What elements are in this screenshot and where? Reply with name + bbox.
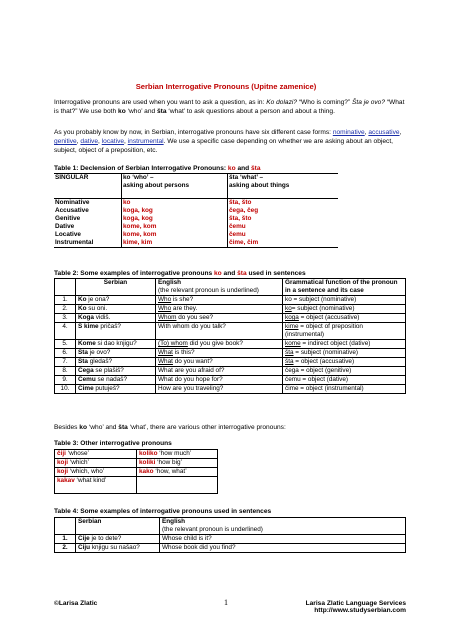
serbian-pronoun: Čime — [78, 385, 94, 392]
gram-text: = subject (nominative) — [291, 305, 355, 312]
pronoun-ko: ko — [227, 165, 236, 172]
serbian-text: se nadaš? — [95, 376, 128, 383]
row-number: 4. — [55, 323, 76, 340]
declension-table — [54, 173, 338, 248]
table1-caption — [54, 165, 261, 172]
english-pronoun: Whom — [158, 314, 177, 321]
case-name: Accusative — [54, 207, 122, 215]
table-header-row — [55, 279, 406, 296]
serbian-pronoun: Ko — [78, 296, 87, 303]
header-english — [156, 279, 283, 296]
table-row — [55, 376, 406, 385]
serbian-pronoun: Šta — [78, 358, 88, 365]
caption-text: Table 1: Declension of Serbian Interrogative Pronouns: — [54, 165, 228, 172]
english-text: did you give book? — [187, 340, 243, 347]
header-ko — [122, 174, 228, 199]
caption-text: used in sentences — [246, 270, 306, 277]
english-text: What do you hope for? — [158, 376, 223, 383]
row-number: 10. — [55, 385, 76, 394]
pronoun-word: koliko — [139, 450, 158, 457]
example-gloss: “Who is coming?” — [297, 99, 352, 106]
header-english-note: (the relevant pronoun is underlined) — [158, 287, 259, 294]
pronoun-word: čiji — [57, 450, 66, 457]
intro-paragraph-1 — [54, 98, 406, 116]
ko-form: kime, kim — [122, 239, 228, 248]
gram-text: ko = subject (nominative) — [285, 296, 357, 303]
table-row — [54, 207, 338, 215]
english-pronoun: What — [158, 358, 173, 365]
table-row — [55, 296, 406, 305]
pronoun-word: koji — [57, 459, 69, 466]
row-number: 8. — [55, 367, 76, 376]
caption-text: and — [235, 165, 252, 172]
gram-text: = subject (nominative) — [293, 349, 358, 356]
serbian-pronoun: Kome — [78, 340, 96, 347]
serbian-pronoun: Koga — [78, 314, 94, 321]
header-english-note: (the relevant pronoun is underlined) — [162, 526, 263, 533]
pronoun-sta: šta — [251, 165, 261, 172]
serbian-pronoun: S kime — [78, 323, 99, 330]
case-name: Instrumental — [54, 239, 122, 248]
table4-caption: Table 4: Some examples of interrogative pronouns used in sentences — [54, 508, 272, 515]
pronoun-sta: šta — [118, 424, 128, 431]
header-english-label: English — [158, 279, 182, 286]
intro-text: . We use a specific case depending on whether we are asking about an object, subject, object of a preposition, etc. — [54, 138, 393, 154]
gram-text: = object of preposition (instrumental) — [285, 323, 363, 338]
pronoun-word: kako — [139, 468, 154, 475]
caption-text: and — [221, 270, 238, 277]
header-english — [160, 518, 406, 535]
pronoun-word: kakav — [57, 477, 75, 484]
serbian-text: vidiš. — [93, 314, 111, 321]
pronoun-sta: šta — [157, 108, 167, 115]
row-number: 3. — [55, 314, 76, 323]
english-text: Whose book did you find? — [160, 544, 406, 553]
example-sta-je-ovo: Šta je ovo? — [352, 99, 385, 106]
footer-website[interactable]: http://www.studyserbian.com — [314, 607, 406, 614]
serbian-text: putuješ? — [93, 385, 120, 392]
page-title: Serbian Interrogative Pronouns (Upitne zamenice) — [135, 82, 317, 91]
sta-form: šta, što — [229, 199, 252, 206]
gram-text: = object (accusative) — [293, 358, 355, 365]
ko-form: koga, kog — [122, 215, 228, 223]
table-row — [55, 340, 406, 349]
gram-text: čega = object (genitive) — [285, 367, 352, 374]
table-row — [55, 323, 406, 340]
row-number: 9. — [55, 376, 76, 385]
header-sta-line2: asking about things — [229, 182, 290, 189]
row-number: 7. — [55, 358, 76, 367]
example-ko-dolazi: Ko dolazi? — [266, 99, 298, 106]
row-number: 6. — [55, 349, 76, 358]
table-row — [55, 367, 406, 376]
header-sta-line1: šta ‘what’ – — [229, 174, 264, 181]
serbian-pronoun: Čije — [78, 535, 90, 542]
ko-form: koga, kog — [122, 207, 228, 215]
table-row — [54, 199, 338, 208]
table-row — [55, 349, 406, 358]
english-text: Whose child is it? — [160, 535, 406, 544]
gram-text: = indirect object (dative) — [300, 340, 371, 347]
header-number — [55, 518, 76, 535]
header-sta — [228, 174, 339, 199]
serbian-pronoun: Čiju — [78, 544, 91, 551]
serbian-text: gledaš? — [87, 358, 113, 365]
sta-form: šta, što — [229, 215, 252, 222]
table-header-row — [54, 174, 338, 199]
row-number: 2. — [55, 544, 76, 553]
english-text: With whom do you talk? — [158, 323, 226, 330]
serbian-pronoun: Čemu — [78, 376, 96, 383]
pronoun-gloss: ‘how big’ — [155, 459, 182, 466]
serbian-text: je ona? — [86, 296, 110, 303]
sta-form: čime, čim — [229, 239, 259, 246]
pronoun-word: koji — [57, 468, 69, 475]
serbian-text: je ovo? — [87, 349, 111, 356]
serbian-pronoun: Ko — [78, 305, 87, 312]
table-row — [55, 544, 406, 553]
row-number: 2. — [55, 305, 76, 314]
row-number: 5. — [55, 340, 76, 349]
header-serbian: Serbian — [76, 279, 156, 296]
other-pronouns-table — [54, 449, 218, 494]
gram-pronoun: kome — [285, 340, 301, 347]
sta-form: čemu — [229, 231, 246, 238]
other-examples-table — [54, 517, 406, 553]
header-number — [55, 279, 76, 296]
table-row — [55, 468, 218, 477]
english-text: are they. — [171, 305, 198, 312]
table-row — [54, 223, 338, 231]
pronoun-ko: ko — [118, 108, 126, 115]
serbian-text: su oni. — [86, 305, 108, 312]
english-pronoun: (To) whom — [158, 340, 188, 347]
caption-text: Table 2: Some examples of interrogative pronouns — [54, 270, 214, 277]
link-nominative[interactable]: nominative — [332, 129, 365, 136]
link-genitive[interactable]: genitive — [54, 138, 77, 145]
example-gloss: “What is that?” We use both — [54, 99, 405, 115]
table-row — [55, 459, 218, 468]
gram-pronoun: šta — [285, 349, 294, 356]
pronoun-gloss: ‘whose’ — [65, 450, 89, 457]
pronoun-gloss: ‘which’ — [68, 459, 89, 466]
pronoun-gloss: ‘what kind’ — [74, 477, 107, 484]
table-row — [54, 231, 338, 239]
row-number: 1. — [55, 296, 76, 305]
serbian-text: je to dete? — [89, 535, 122, 542]
table3-caption: Table 3: Other interrogative pronouns — [54, 440, 172, 447]
pronoun-sta: šta — [237, 270, 247, 277]
table2-caption — [54, 270, 306, 277]
row-number: 1. — [55, 535, 76, 544]
table-row — [55, 305, 406, 314]
header-ko-line1: ko ‘who’ – — [123, 174, 154, 181]
body-text: ‘what’, there are various other interrogative pronouns: — [127, 424, 286, 431]
english-pronoun: What — [158, 349, 173, 356]
english-text: is this? — [172, 349, 195, 356]
case-name: Nominative — [54, 199, 122, 208]
intro-text: ‘who’ and — [125, 108, 158, 115]
gram-pronoun: koga — [285, 314, 299, 321]
pronoun-gloss: ‘how much’ — [157, 450, 192, 457]
table-row — [54, 215, 338, 223]
footer-publisher-name: Larisa Zlatic Language Services — [305, 600, 406, 607]
ko-form: kome, kom — [122, 231, 228, 239]
gram-pronoun: kime — [285, 323, 299, 330]
english-text: How are you traveling? — [158, 385, 224, 392]
english-text: do you see? — [176, 314, 214, 321]
link-locative[interactable]: locative — [101, 138, 125, 145]
case-name: Genitive — [54, 215, 122, 223]
ko-form: ko — [122, 199, 228, 208]
gram-pronoun: šta — [285, 358, 294, 365]
pronoun-gloss: ‘which, who’ — [68, 468, 105, 475]
table-row — [55, 535, 406, 544]
body-text: ‘who’ and — [87, 424, 119, 431]
table-row — [55, 314, 406, 323]
header-singular: SINGULAR — [54, 174, 122, 199]
intro-paragraph-2: As you probably know by now, in Serbian, interrogative pronouns have six different case forms: nominative, accusative, genitive, dative, locative, instrumental. We use a specific case depending on whether we are asking about an object, subject, object of a preposition, etc. — [54, 129, 402, 154]
link-instrumental[interactable]: instrumental — [127, 138, 164, 145]
serbian-text: pričaš? — [98, 323, 121, 330]
english-text: do you want? — [172, 358, 213, 365]
table-header-row — [55, 518, 406, 535]
intro-text: Interrogative pronouns are used when you want to ask a question, as in: — [54, 99, 267, 106]
pronoun-gloss: ‘how, what’ — [153, 468, 187, 475]
besides-paragraph — [54, 423, 406, 432]
table-row — [55, 450, 218, 459]
header-ko-line2: asking about persons — [123, 182, 190, 189]
link-accusative[interactable]: accusative — [368, 129, 400, 136]
ko-form: kome, kom — [122, 223, 228, 231]
intro-text: ‘what’ to ask questions about a person and about a thing. — [166, 108, 335, 115]
serbian-text: knjigu su našao? — [90, 544, 140, 551]
gram-text: = object (accusative) — [298, 314, 360, 321]
table-row — [55, 358, 406, 367]
pronoun-word: koliki — [139, 459, 156, 466]
serbian-pronoun: Šta — [78, 349, 88, 356]
case-name: Dative — [54, 223, 122, 231]
english-text: What are you afraid of? — [158, 367, 225, 374]
header-serbian: Serbian — [76, 518, 160, 535]
table-row — [54, 239, 338, 248]
table-row — [55, 477, 218, 494]
page-number: 1 — [224, 598, 228, 607]
header-grammatical-function: Grammatical function of the pronoun in a sentence and its case — [283, 279, 406, 296]
gram-pronoun: ko — [285, 305, 292, 312]
serbian-text: si dao knjigu? — [95, 340, 137, 347]
footer-copyright: ©Larisa Zlatic — [54, 600, 98, 607]
table-row — [55, 385, 406, 394]
english-pronoun: Who — [158, 305, 172, 312]
sta-form: čega, čeg — [229, 207, 259, 214]
pronoun-ko: ko — [214, 270, 222, 277]
serbian-text: se plašiš? — [93, 367, 124, 374]
link-dative[interactable]: dative — [80, 138, 99, 145]
case-name: Locative — [54, 231, 122, 239]
sta-form: čemu — [229, 223, 246, 230]
footer-publisher — [306, 600, 406, 614]
gram-text: čemu = object (dative) — [285, 376, 349, 383]
examples-table — [54, 278, 406, 394]
english-pronoun: Who — [158, 296, 172, 303]
body-text: Besides — [54, 424, 80, 431]
pronoun-ko: ko — [79, 424, 87, 431]
intro-text: As you probably know by now, in Serbian, interrogative pronouns have six different case forms: — [54, 129, 333, 136]
gram-text: čime = object (instrumental) — [285, 385, 364, 392]
serbian-pronoun: Čega — [78, 367, 94, 374]
header-english-label: English — [162, 518, 186, 525]
english-text: is she? — [171, 296, 194, 303]
